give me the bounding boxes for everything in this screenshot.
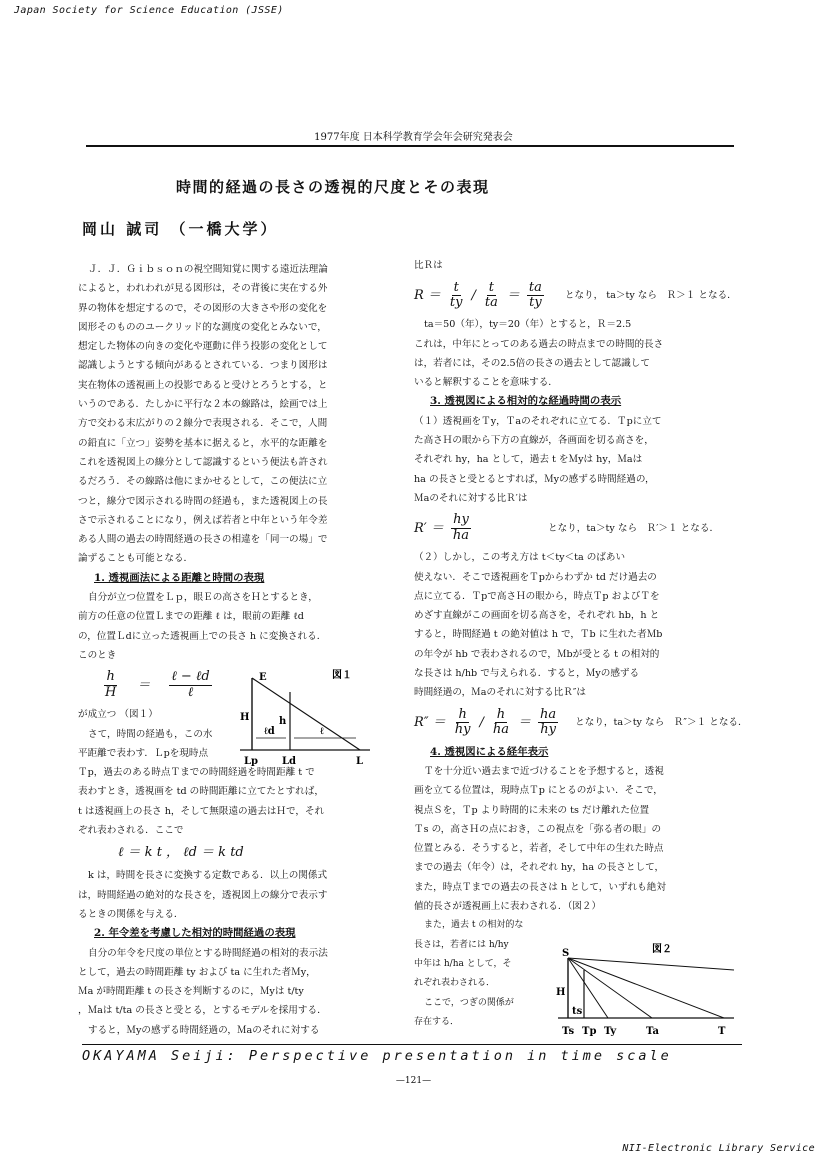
text-line: 自分の年令を尺度の単位とする時間経過の相対的表示法 <box>88 947 328 959</box>
text-line: の年令が hb で表わされるので，Ｍbが受とる t の相対的 <box>414 648 660 660</box>
text-line: また，過去 t の相対的な <box>424 920 524 931</box>
text-line: 長さは，若者には h/hy <box>414 939 509 950</box>
fig1-label-H: H <box>240 712 250 723</box>
eqR3-n1: h <box>458 706 467 722</box>
text-line: これを透視図上の線分として認識するという便法も許され <box>78 456 328 468</box>
fig2-label-H: H <box>556 987 566 998</box>
conference-title: 1977年度 日本科学教育学会年会研究発表会 <box>314 132 513 143</box>
eq1-lhs <box>103 670 118 700</box>
text-line: が成立つ （図１） <box>78 709 158 721</box>
eqR-d3: ty <box>529 294 542 310</box>
equals-sign: ＝ <box>137 677 151 693</box>
section-4-title: 4. 透視図による経年表示 <box>430 745 549 758</box>
eq1-rhs <box>169 670 211 700</box>
fig1-label-E: E <box>259 672 267 683</box>
text-line: 平距離で表わす．Ｌpを現時点 <box>78 747 209 759</box>
eqR3-eq: ＝ <box>518 714 532 730</box>
text-line: Ｔp，過去のある時点Ｔまでの時間経過を時間距離 t で <box>78 767 315 779</box>
text-line: によると，われわれが見る図形は，その背後に実在する外 <box>78 283 328 295</box>
figure-1-diagram <box>232 664 382 774</box>
text-line: これは，中年にとってのある過去の時点までの時間的長さ <box>414 338 664 350</box>
eqR3-note: となり，ta＞ty なら Ｒ″＞１ となる． <box>575 716 748 728</box>
text-line: の，位置Ｌdに立った透視画上での長さ h に変換される． <box>78 630 327 642</box>
eqR-n3: ta <box>528 279 542 295</box>
equation-R <box>414 275 736 315</box>
eqR3-d2: ha <box>492 722 510 738</box>
sight-line <box>252 678 360 750</box>
text-line: 表わすとき，透視画を td の時間距離に立てたとすれば， <box>78 786 324 798</box>
text-line: すると，時間経過 t の絶対値は h で，Ｔb に生れた者Ｍb <box>414 629 663 641</box>
text-line: いると解釈することを意味する． <box>414 377 558 389</box>
text-line: また，時点Ｔまでの過去の長さは h として，いずれも絶対 <box>414 881 666 893</box>
text-line: ぞれ表わされる．ここで <box>78 825 184 837</box>
fig2-label-S: S <box>562 948 570 959</box>
eqR-frac3 <box>527 281 544 311</box>
text-line: Ｔを十分近い過去まで近づけることを予想すると，透視 <box>424 765 664 777</box>
text-line: 方で交わる末広がりの２線分で表現される．そこで，人間 <box>78 418 328 430</box>
fig2-label-T: T <box>718 1026 726 1037</box>
text-line: 画を立てる位置は，現時点Ｔp にとるのがよい．そこで， <box>414 785 663 797</box>
eqR-d1: ty <box>449 294 463 310</box>
horizon-line <box>568 958 734 970</box>
section-2-title: 2. 年令差を考慮した相対的時間経過の表現 <box>94 927 296 940</box>
text-line: るだろう．その線路は他にまかせるとして，この便法に立 <box>78 476 328 488</box>
eqR-slash: / <box>471 287 476 303</box>
eqR2-lhs: R′ ＝ <box>414 520 444 536</box>
fig1-label-Lp: Lp <box>244 756 259 767</box>
text-line: までの過去（年令）は，それぞれ hy，ha の長さとして， <box>414 862 665 874</box>
text-line: 存在する． <box>414 1016 460 1027</box>
author-line: 岡山 誠司 （一橋大学） <box>82 220 279 238</box>
text-line: 認識しようとする傾向があるとされている．つまり図形は <box>78 360 328 372</box>
text-line: ここで，つぎの関係が <box>424 997 514 1008</box>
fig1-label-h: h <box>279 716 287 727</box>
text-line: Ｍaのそれに対する比Ｒ′は <box>414 492 528 504</box>
eqR-frac2 <box>483 281 500 311</box>
fig1-label-Ld: Ld <box>282 756 297 767</box>
text-line: 視点Ｓを，Ｔp より時間的に未来の ts だけ離れた位置 <box>414 804 650 816</box>
eqR-n1: t <box>453 279 459 295</box>
text-line: 中年は h/ha として，そ <box>414 958 512 969</box>
equation-R-double-prime <box>414 703 748 743</box>
fig2-caption: 図２ <box>652 944 672 955</box>
text-line: すると，Ｍyの感ずる時間経過の，Ｍaのそれに対する <box>88 1024 320 1036</box>
text-line: 図形そのもののユークリッド的な測度の変化とみないで， <box>78 321 327 333</box>
eqR-n2: t <box>488 279 494 295</box>
eqR-lhs: R ＝ <box>414 287 441 303</box>
text-line: は，時間経過の絶対的な長さを，透視図上の線分で表示す <box>78 889 328 901</box>
eqR3-frac1 <box>453 708 473 738</box>
sight-line-T <box>568 958 724 1018</box>
text-line: ha の長さと受とるとすれば，Ｍyの感ずる時間経過の， <box>414 473 655 485</box>
eqR-note: となり， ta＞ty なら Ｒ＞１ となる． <box>564 289 737 301</box>
text-line: るときの関係を与える． <box>78 908 184 920</box>
text-line: 時間経過の，Ｍaのそれに対する比Ｒ″は <box>414 687 587 699</box>
fig2-label-ts: ts <box>572 1006 583 1017</box>
header-rule <box>86 145 734 147</box>
equation-2: ℓ ＝ k t ， ℓd ＝ k td <box>118 845 244 861</box>
text-line: 実在物体の透視画上の投影であると受けとろうとする，と <box>78 379 328 391</box>
text-line: 使えない．そこで透視画をＴpからわずか td だけ過去の <box>414 571 657 583</box>
library-footer: NII-Electronic Library Service <box>622 1143 815 1154</box>
fig2-label-Ta: Ta <box>646 1026 659 1037</box>
eqR3-n2: h <box>496 706 506 722</box>
text-line: な長さは h/hb で与えられる．すると，Ｍyの感ずる <box>414 668 640 680</box>
eqR-eq: ＝ <box>506 287 520 303</box>
eqR3-lhs: R″ ＝ <box>414 714 446 730</box>
eqR3-d3: hy <box>540 722 556 738</box>
english-title: OKAYAMA Seiji: Perspective presentation in time scale <box>82 1044 742 1064</box>
text-line: 前方の任意の位置Ｌまでの距離 ℓ は，眼前の距離 ℓd <box>78 611 304 623</box>
text-line: として，過去の時間距離 ty および ta に生れた者Ｍy， <box>78 966 316 978</box>
eqR2-d: ha <box>452 527 469 543</box>
text-line: は，若者には，その2.5倍の長さの過去として認識して <box>414 357 650 369</box>
text-line: Ｊ．Ｊ．Ｇｉｂｓｏｎの視空間知覚に関する遠近法理論 <box>88 264 328 275</box>
text-line: それぞれ hy，ha として，過去 t をＭyは hy，Ｍaは <box>414 454 643 466</box>
text-line: 位置とみる．そうすると，若者，そして中年の生れた時点 <box>414 843 664 855</box>
text-line: （２）しかし，この考え方は t＜ty＜ta のばあい <box>414 552 626 564</box>
eq1-rhs-num: ℓ − ℓd <box>171 669 210 685</box>
equation-R-prime <box>414 508 736 548</box>
eq1-lhs-den: H <box>105 684 117 700</box>
text-line: めざす直線がこの画面を切る高さを，それぞれ hb，h と <box>414 610 660 622</box>
text-line: つと，線分で図示される時間の経過も，また透視図上の長 <box>78 495 328 507</box>
fig1-label-l: ℓ <box>320 726 324 737</box>
text-line: Ｍa が時間距離 t の長さを判断するのに，Ｍyは t/ty <box>78 986 304 998</box>
section-3-title: 3. 透視図による相対的な経過時間の表示 <box>430 395 622 408</box>
text-line: 想定した物体の向きの変化や運動に伴う投影の変化として <box>78 341 328 353</box>
eqR3-d1: hy <box>454 722 471 738</box>
fig1-label-ld: ℓd <box>264 726 275 737</box>
text-line: た高さＨの眼から下方の直線が，各画面を切る高さを， <box>414 435 654 447</box>
text-line: 点に立てる．Ｔpで高さＨの眼から，時点Ｔp およびＴを <box>414 590 660 602</box>
eqR-frac1 <box>448 281 465 311</box>
text-line: 界の物体を想定するので，その図形の大きさや形の変化を <box>78 302 328 314</box>
text-line: ，Ｍaは t/ta の長さと受とる，とするモデルを採用する． <box>78 1005 327 1017</box>
figure-2 <box>556 940 736 1044</box>
figure-1 <box>232 664 382 778</box>
eqR3-n3: ha <box>540 706 557 722</box>
eqR2-frac <box>451 513 471 543</box>
text-line: ta＝50（年），ty＝20（年）とすると，Ｒ＝2.5 <box>424 319 632 331</box>
section-1-title: 1. 透視画法による距離と時間の表現 <box>94 571 265 584</box>
fig1-label-L: L <box>356 756 364 767</box>
eq1-lhs-num: h <box>106 669 115 685</box>
text-line: の鉛直に「立つ」姿勢を基本に据えると，水平的な距離を <box>78 437 328 449</box>
eqR-d2: ta <box>484 294 498 310</box>
eqR3-slash: / <box>479 714 484 730</box>
text-line: t は透視画上の長さ h，そして無限遠の過去はＨで，それ <box>78 805 325 817</box>
eq1-rhs-den: ℓ <box>187 684 194 700</box>
text-line: ある人間の過去の時間経過の長さの相違を「同一の場」で <box>78 534 328 546</box>
eqR3-frac2 <box>491 708 511 738</box>
text-line: 値的長さが透視画上に表わされる．（図２） <box>414 901 602 913</box>
text-line: このとき <box>78 649 117 661</box>
text-line: k は，時間を長さに変換する定数である．以上の関係式 <box>88 870 328 882</box>
right-column <box>414 256 748 1032</box>
eqR2-n: hy <box>453 512 469 528</box>
text-line: れぞれ表わされる． <box>414 978 496 989</box>
eqR3-frac3 <box>538 708 558 738</box>
fig2-label-Ts: Ts <box>562 1026 575 1037</box>
eqR2-note: となり，ta＞ty なら Ｒ′＞１ となる． <box>548 522 720 534</box>
figure-2-diagram <box>556 940 736 1040</box>
text-line: （１）透視画をＴy，Ｔaのそれぞれに立てる．Ｔpに立て <box>414 415 662 427</box>
text-line: 比Ｒは <box>414 260 443 271</box>
journal-header: Japan Society for Science Education (JSSE) <box>14 5 284 16</box>
page-number: —121— <box>395 1076 432 1086</box>
text-line: 自分が立つ位置をＬｐ，眼Ｅの高さをＨとするとき， <box>88 592 318 604</box>
fig2-label-Ty: Ty <box>604 1026 617 1037</box>
intro-paragraph <box>78 260 384 569</box>
sec4-side-text <box>414 916 556 1032</box>
fig1-caption: 図１ <box>332 670 352 681</box>
left-column <box>78 260 384 1040</box>
text-line: Ｔs の，高さＨの点におき，この視点を「弥る者の眼」の <box>414 823 662 835</box>
text-line: 論ずることも可能となる． <box>78 553 194 565</box>
paper-title: 時間的経過の長さの透視的尺度とその表現 <box>176 178 490 196</box>
text-line: いうのである．たしかに平行な２本の線路は，絵画では上 <box>78 399 328 411</box>
text-line: さで示されることになり，例えば若者と中年という年令差 <box>78 514 328 526</box>
text-line: さて，時間の経過も，この水 <box>88 728 213 740</box>
fig2-label-Tp: Tp <box>582 1026 597 1037</box>
